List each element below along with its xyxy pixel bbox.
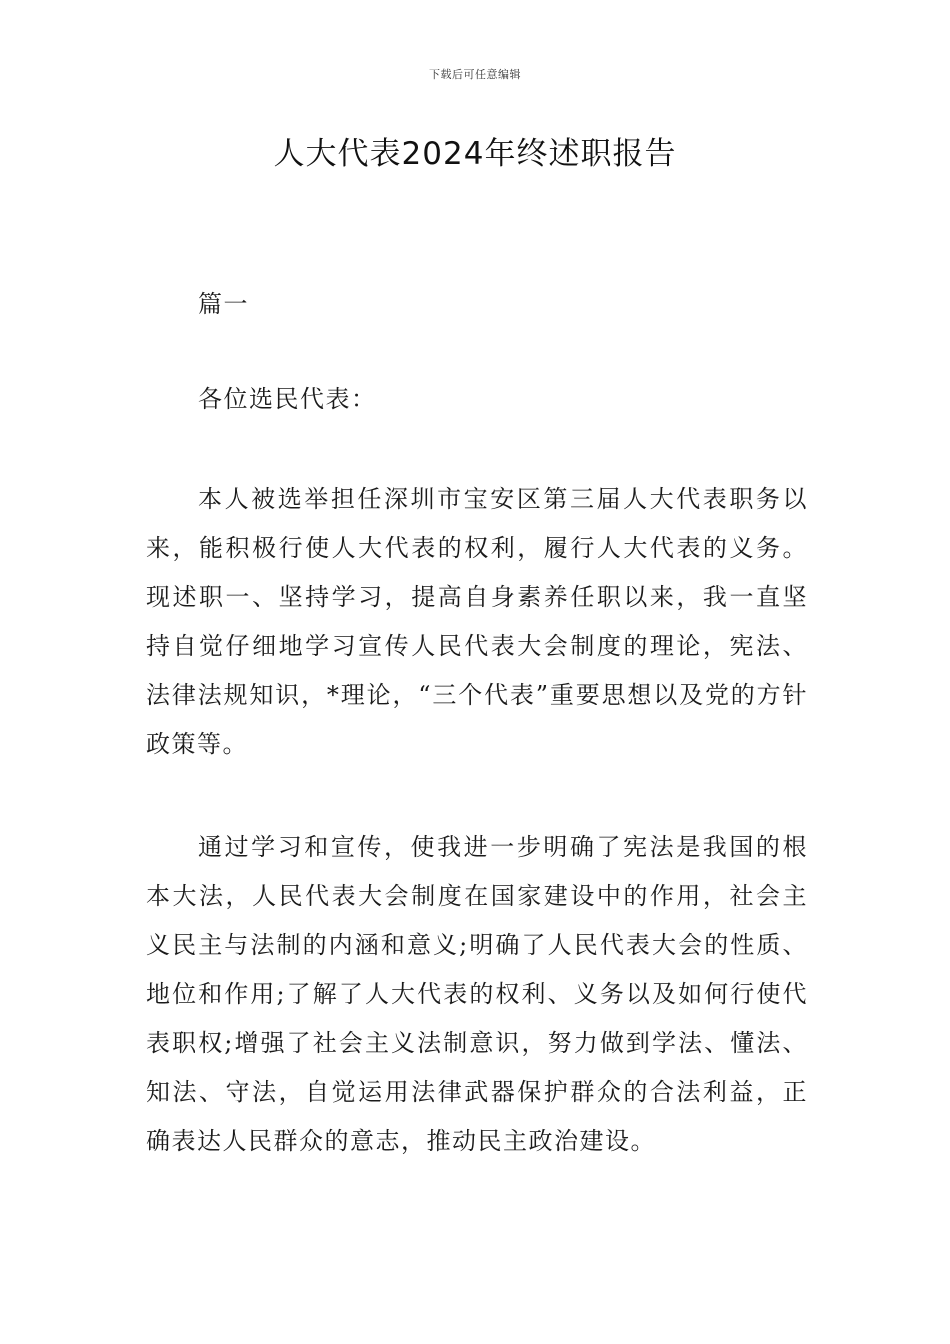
salutation: 各位选民代表：: [198, 385, 377, 413]
header-note: 下载后可任意编辑: [429, 68, 521, 81]
paragraph: 本人被选举担任深圳市宝安区第三届人大代表职务以来，能积极行使人大代表的权利，履行人大代表的义务。现述职一、坚持学习，提高自身素养任职以来，我一直坚持自觉仔细地学习宣传人民代表大会制度的理论，宪法、法律法规知识，*理论，“三个代表”重要思想以及党的方针政策等。: [146, 485, 808, 758]
paragraph: 通过学习和宣传，使我进一步明确了宪法是我国的根本大法，人民代表大会制度在国家建设中的作用，社会主义民主与法制的内涵和意义;明确了人民代表大会的性质、地位和作用;了解了人大代表的权利、义务以及如何行使代表职权;增强了社会主义法制意识，努力做到学法、懂法、知法、守法，自觉运用法律武器保护群众的合法利益，正确表达人民群众的意志，推动民主政治建设。: [146, 833, 808, 1155]
document-title: 人大代表2024年终述职报告: [273, 136, 677, 172]
section-label: 篇一: [198, 290, 249, 318]
